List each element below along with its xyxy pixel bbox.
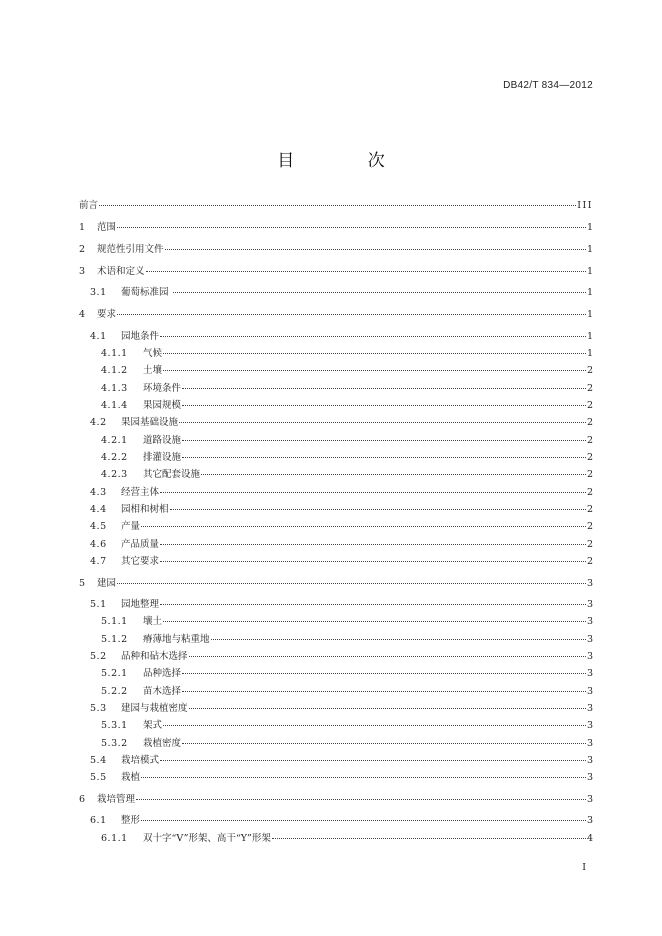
- dot-leader: [182, 405, 586, 406]
- dot-leader: [160, 760, 586, 761]
- toc-entry-page: 2: [586, 504, 593, 515]
- toc-entry[interactable]: [101, 400, 593, 412]
- toc-entry-number: 5.3.1: [101, 720, 128, 731]
- toc-entry-number: 6.1.1: [101, 833, 128, 844]
- dot-leader: [182, 691, 586, 692]
- toc-entry-page: III: [577, 200, 593, 211]
- dot-leader: [165, 249, 586, 250]
- toc-entry-page: 3: [586, 772, 593, 783]
- dot-leader: [182, 673, 586, 674]
- toc-entry-page: 1: [586, 348, 593, 359]
- toc-entry[interactable]: [79, 794, 593, 806]
- toc-entry-label: 瘠薄地与粘重地: [143, 634, 210, 645]
- toc-entry-page: 2: [586, 469, 593, 480]
- toc-entry-page: 1: [586, 309, 593, 320]
- toc-entry-label: 术语和定义: [97, 266, 145, 277]
- toc-entry-number: 5.4: [90, 755, 107, 766]
- toc-entry-label: 规范性引用文件: [97, 244, 164, 255]
- dot-leader: [189, 708, 586, 709]
- toc-entry-label: 前言: [79, 200, 99, 211]
- dot-leader: [182, 743, 586, 744]
- toc-entry-label: 栽培模式: [121, 755, 160, 766]
- toc-entry[interactable]: [90, 815, 593, 827]
- toc-entry-page: 3: [586, 703, 593, 714]
- toc-entry-page: 3: [586, 686, 593, 697]
- toc-entry-number: 5.3: [90, 703, 107, 714]
- toc-entry[interactable]: [101, 435, 593, 447]
- toc-entry[interactable]: [101, 833, 593, 845]
- toc-entry-page: 1: [586, 287, 593, 298]
- toc-entry-label: 排灌设施: [143, 452, 182, 463]
- toc-entry-page: 3: [586, 668, 593, 679]
- toc-entry[interactable]: [101, 634, 593, 646]
- dot-leader: [163, 353, 586, 354]
- toc-entry[interactable]: [90, 556, 593, 568]
- page-number: I: [582, 862, 586, 873]
- toc-entry[interactable]: [90, 521, 593, 533]
- toc-entry-number: 5.1.1: [101, 616, 128, 627]
- toc-entry-number: 5.1: [90, 599, 107, 610]
- toc-entry-label: 其它要求: [121, 556, 160, 567]
- toc-entry[interactable]: [101, 365, 593, 377]
- toc-entry-page: 3: [586, 634, 593, 645]
- dot-leader: [173, 292, 586, 293]
- toc-entry-page: 3: [586, 578, 593, 589]
- toc-entry-page: 3: [586, 815, 593, 826]
- dot-leader: [160, 544, 586, 545]
- toc-entry-number: 4.2.2: [101, 452, 128, 463]
- dot-leader: [141, 526, 586, 527]
- toc-entry-page: 2: [586, 417, 593, 428]
- dot-leader: [163, 621, 586, 622]
- dot-leader: [141, 777, 586, 778]
- toc-entry[interactable]: [101, 686, 593, 698]
- dot-leader: [160, 492, 586, 493]
- toc-entry-number: 6: [79, 794, 86, 805]
- dot-leader: [117, 227, 586, 228]
- toc-entry-page: 2: [586, 556, 593, 567]
- toc-entry-label: 产量: [121, 521, 141, 532]
- toc-entry-page: 2: [586, 487, 593, 498]
- standard-code: DB42/T 834—2012: [503, 80, 593, 91]
- toc-entry-label: 苗木选择: [143, 686, 182, 697]
- dot-leader: [201, 474, 586, 475]
- dot-leader: [117, 314, 586, 315]
- toc-entry-label: 架式: [143, 720, 163, 731]
- toc-entry[interactable]: [101, 738, 593, 750]
- dot-leader: [272, 838, 586, 839]
- toc-entry-number: 5.2: [90, 651, 107, 662]
- toc-entry[interactable]: [101, 348, 593, 360]
- dot-leader: [182, 388, 586, 389]
- toc-entry[interactable]: [90, 287, 593, 299]
- toc-entry-label: 园地条件: [121, 331, 160, 342]
- toc-entry-number: 1: [79, 222, 86, 233]
- toc-entry-label: 环境条件: [143, 383, 182, 394]
- toc-entry[interactable]: [79, 222, 593, 234]
- toc-entry-label: 要求: [97, 309, 117, 320]
- toc-entry-label: 果园规模: [143, 400, 182, 411]
- toc-entry-number: 4.1.1: [101, 348, 128, 359]
- toc-entry[interactable]: [90, 651, 593, 663]
- dot-leader: [170, 509, 586, 510]
- toc-entry-number: 4: [79, 309, 86, 320]
- toc-entry-label: 产品质量: [121, 539, 160, 550]
- toc-entry-page: 4: [586, 833, 593, 844]
- dot-leader: [182, 440, 586, 441]
- toc-entry-label: 果园基础设施: [121, 417, 179, 428]
- dot-leader: [163, 370, 586, 371]
- toc-entry-page: 3: [586, 720, 593, 731]
- toc-entry-number: 4.5: [90, 521, 107, 532]
- toc-entry-number: 5.5: [90, 772, 107, 783]
- toc-entry[interactable]: [79, 578, 593, 590]
- toc-entry-label: 双十字“V”形架、高干“Y”形架: [143, 833, 271, 844]
- toc-entry[interactable]: [101, 383, 593, 395]
- toc-entry-label: 栽植: [121, 772, 141, 783]
- toc-entry-page: 1: [586, 266, 593, 277]
- toc-entry-page: 1: [586, 222, 593, 233]
- toc-entry-label: 气候: [143, 348, 163, 359]
- dot-leader: [179, 422, 586, 423]
- dot-leader: [160, 561, 586, 562]
- toc-entry-page: 2: [586, 365, 593, 376]
- toc-entry-label: 品种和砧木选择: [121, 651, 188, 662]
- toc-entry[interactable]: [90, 772, 593, 784]
- toc-entry-label: 葡萄标准园: [121, 287, 172, 298]
- toc-entry-number: 3: [79, 266, 86, 277]
- toc-entry-number: 3.1: [90, 287, 107, 298]
- toc-entry[interactable]: [101, 720, 593, 732]
- toc-entry-page: 1: [586, 331, 593, 342]
- toc-entry-number: 2: [79, 244, 86, 255]
- toc-entry[interactable]: [101, 668, 593, 680]
- toc-entry[interactable]: [90, 331, 593, 343]
- dot-leader: [182, 457, 586, 458]
- toc-entry-label: 整形: [121, 815, 141, 826]
- toc-entry-page: 3: [586, 651, 593, 662]
- toc-entry[interactable]: [90, 755, 593, 767]
- dot-leader: [117, 583, 586, 584]
- toc-entry[interactable]: [79, 200, 593, 212]
- page-title: 目 次: [277, 151, 419, 171]
- toc-entry-page: 2: [586, 452, 593, 463]
- toc-entry-number: 5.3.2: [101, 738, 128, 749]
- toc-entry[interactable]: [101, 469, 593, 481]
- toc-entry-number: 4.7: [90, 556, 107, 567]
- toc-entry-number: 4.1.2: [101, 365, 128, 376]
- toc-entry[interactable]: [90, 417, 593, 429]
- toc-entry-label: 经营主体: [121, 487, 160, 498]
- toc-entry-number: 4.2.1: [101, 435, 128, 446]
- toc-entry-number: 4.3: [90, 487, 107, 498]
- toc-entry-number: 4.4: [90, 504, 107, 515]
- dot-leader: [163, 725, 586, 726]
- toc-entry-label: 建园: [97, 578, 117, 589]
- dot-leader: [146, 271, 586, 272]
- toc-entry-label: 壤土: [143, 616, 163, 627]
- toc-entry[interactable]: [79, 309, 593, 321]
- toc-entry[interactable]: [90, 487, 593, 499]
- dot-leader: [99, 205, 576, 206]
- table-of-contents: [79, 200, 593, 845]
- toc-entry-page: 2: [586, 435, 593, 446]
- toc-entry-number: 4.2: [90, 417, 107, 428]
- toc-entry-label: 园地整理: [121, 599, 160, 610]
- toc-entry-page: 3: [586, 755, 593, 766]
- toc-entry-label: 栽培管理: [97, 794, 136, 805]
- toc-entry-label: 建园与栽植密度: [121, 703, 188, 714]
- toc-entry[interactable]: [90, 599, 593, 611]
- toc-entry[interactable]: [79, 244, 593, 256]
- toc-entry-page: 3: [586, 738, 593, 749]
- toc-entry-label: 栽植密度: [143, 738, 182, 749]
- toc-entry[interactable]: [101, 616, 593, 628]
- toc-entry-number: 5: [79, 578, 86, 589]
- toc-entry[interactable]: [79, 266, 593, 278]
- toc-entry-page: 2: [586, 383, 593, 394]
- toc-entry[interactable]: [90, 504, 593, 516]
- toc-entry-label: 园相和树相: [121, 504, 169, 515]
- toc-entry-label: 土壤: [143, 365, 163, 376]
- toc-entry-page: 2: [586, 521, 593, 532]
- toc-entry-page: 3: [586, 616, 593, 627]
- toc-entry-number: 5.2.2: [101, 686, 128, 697]
- toc-entry[interactable]: [90, 703, 593, 715]
- dot-leader: [141, 820, 586, 821]
- toc-entry-number: 4.2.3: [101, 469, 128, 480]
- toc-entry-number: 4.1.3: [101, 383, 128, 394]
- toc-entry-number: 4.6: [90, 539, 107, 550]
- toc-entry-label: 道路设施: [143, 435, 182, 446]
- dot-leader: [211, 639, 586, 640]
- toc-entry-page: 3: [586, 794, 593, 805]
- dot-leader: [189, 656, 586, 657]
- toc-entry[interactable]: [101, 452, 593, 464]
- toc-entry-label: 品种选择: [143, 668, 182, 679]
- toc-entry-page: 3: [586, 599, 593, 610]
- toc-entry-number: 4.1: [90, 331, 107, 342]
- dot-leader: [136, 799, 586, 800]
- toc-entry-label: 其它配套设施: [143, 469, 201, 480]
- dot-leader: [160, 604, 586, 605]
- toc-entry-number: 6.1: [90, 815, 107, 826]
- toc-entry-page: 1: [586, 244, 593, 255]
- toc-entry-page: 2: [586, 400, 593, 411]
- toc-entry[interactable]: [90, 539, 593, 551]
- toc-entry-number: 5.1.2: [101, 634, 128, 645]
- toc-entry-number: 5.2.1: [101, 668, 128, 679]
- toc-entry-label: 范围: [97, 222, 117, 233]
- dot-leader: [160, 336, 586, 337]
- toc-entry-page: 2: [586, 539, 593, 550]
- toc-entry-number: 4.1.4: [101, 400, 128, 411]
